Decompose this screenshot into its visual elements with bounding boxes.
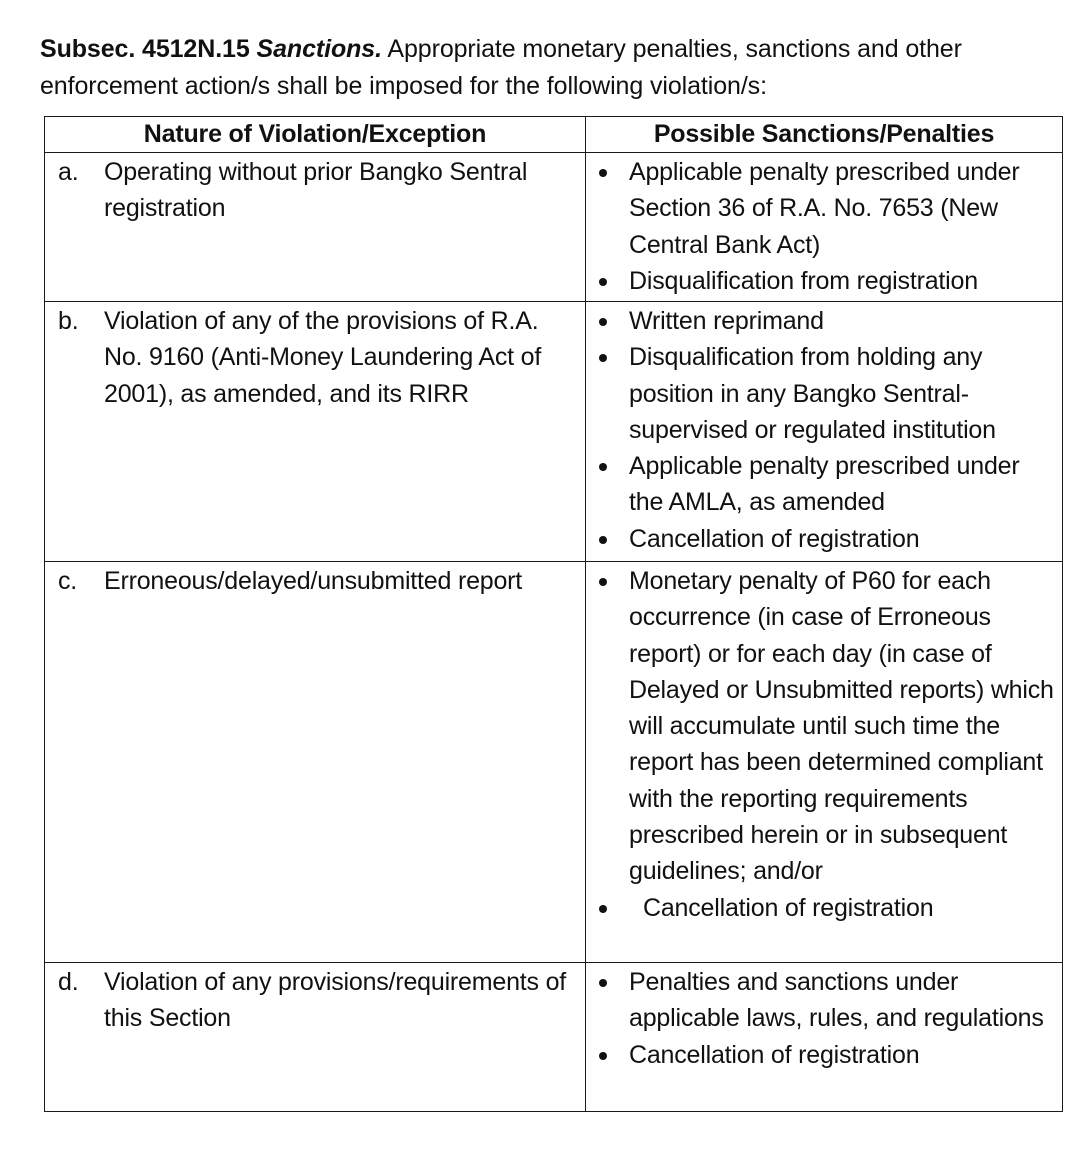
violation-text: Violation of any of the provisions of R.A. No. 9160 (Anti-Money Laundering Act of 2001), as amended, and its RIRR bbox=[104, 307, 542, 408]
penalty-item: Cancellation of registration bbox=[586, 1037, 1062, 1073]
subsection-intro bbox=[40, 31, 1065, 105]
penalty-item: Applicable penalty prescribed under Section 36 of R.A. No. 7653 (New Central Bank Act) bbox=[586, 154, 1062, 263]
violation-text: Violation of any provisions/requirements of this Section bbox=[104, 968, 567, 1033]
violation-text: Operating without prior Bangko Sentral registration bbox=[104, 158, 528, 223]
violation-cell bbox=[45, 562, 586, 963]
penalty-item: Cancellation of registration bbox=[586, 521, 1062, 557]
table-header-row bbox=[45, 117, 1063, 153]
penalty-item: Penalties and sanctions under applicable laws, rules, and regulations bbox=[586, 964, 1062, 1037]
penalty-item: Applicable penalty prescribed under the AMLA, as amended bbox=[586, 448, 1062, 521]
table-row bbox=[45, 963, 1063, 1112]
penalty-list bbox=[586, 963, 1062, 1073]
table-row bbox=[45, 562, 1063, 963]
subsection-text: Appropriate monetary penalties, sanctions and other enforcement action/s shall be imposed for the following violation/s: bbox=[40, 35, 962, 100]
header-violation: Nature of Violation/Exception bbox=[45, 117, 586, 153]
subsection-title: Sanctions. bbox=[256, 35, 382, 63]
penalty-item: Disqualification from registration bbox=[586, 263, 1062, 299]
violation-cell bbox=[45, 302, 586, 562]
penalties-cell bbox=[586, 153, 1063, 302]
row-letter: c. bbox=[58, 567, 78, 595]
penalty-item: Written reprimand bbox=[586, 303, 1062, 339]
penalty-list bbox=[586, 562, 1062, 926]
penalties-cell bbox=[586, 562, 1063, 963]
penalties-cell bbox=[586, 963, 1063, 1112]
penalty-item: Cancellation of registration bbox=[586, 890, 1062, 926]
penalty-list bbox=[586, 302, 1062, 557]
table-row bbox=[45, 302, 1063, 562]
penalty-item: Disqualification from holding any position in any Bangko Sentral-supervised or regulated institution bbox=[586, 339, 1062, 448]
subsection-number: Subsec. 4512N.15 bbox=[40, 35, 250, 63]
penalty-item: Monetary penalty of P60 for each occurrence (in case of Erroneous report) or for each day (in case of Delayed or Unsubmitted reports) which will accumulate until such time the report has been determined compliant with the reporting requirements prescribed herein or in subsequent guidelines; and/or bbox=[586, 563, 1062, 890]
violation-cell bbox=[45, 153, 586, 302]
violation-cell bbox=[45, 963, 586, 1112]
table-row bbox=[45, 153, 1063, 302]
header-sanctions: Possible Sanctions/Penalties bbox=[586, 117, 1063, 153]
penalties-cell bbox=[586, 302, 1063, 562]
row-letter: a. bbox=[58, 158, 79, 186]
sanctions-table bbox=[44, 116, 1063, 1112]
violation-text: Erroneous/delayed/unsubmitted report bbox=[104, 567, 523, 595]
row-letter: d. bbox=[58, 968, 79, 996]
penalty-list bbox=[586, 153, 1062, 299]
row-letter: b. bbox=[58, 307, 79, 335]
